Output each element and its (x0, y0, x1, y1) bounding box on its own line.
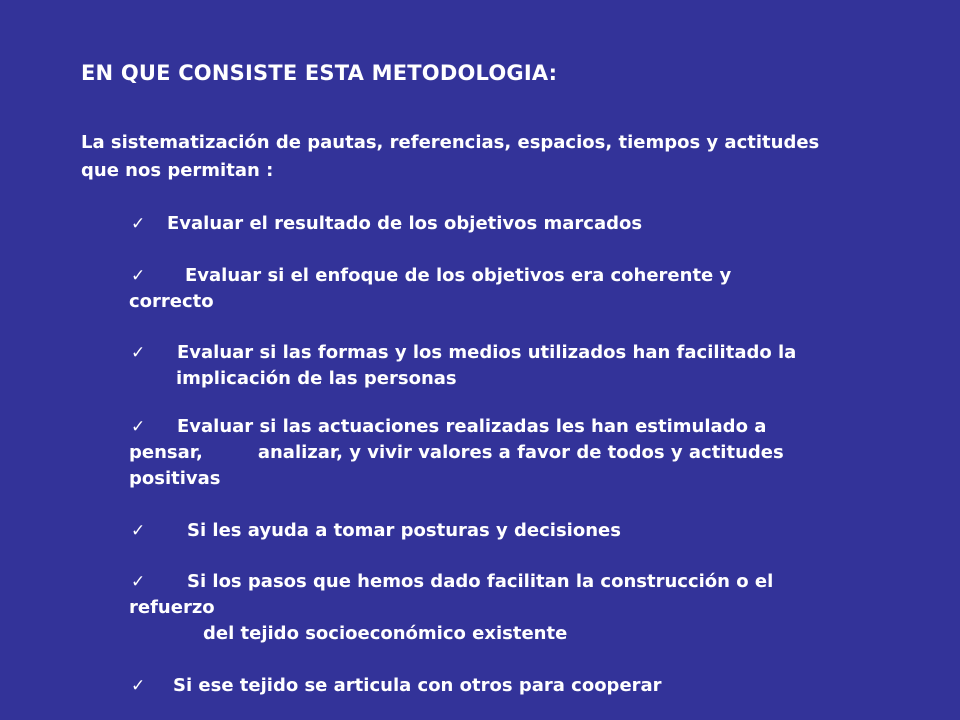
check-icon: ✓ (131, 572, 146, 592)
list-item-text: Evaluar si el enfoque de los objetivos era coherente y (185, 265, 732, 286)
list-item-text-continued: analizar, y vivir valores a favor de todos y actitudes (257, 442, 784, 463)
list-item-text-continued: del tejido socioeconómico existente (203, 623, 568, 644)
intro-text: La sistematización de pautas, referencias, espacios, tiempos y actitudes que nos permitan : (81, 132, 820, 181)
list-item-text-continued: pensar, (129, 442, 203, 463)
slide-title: EN QUE CONSISTE ESTA METODOLOGIA: (81, 61, 558, 85)
list-item-text: Evaluar el resultado de los objetivos marcados (167, 213, 643, 234)
list-item (131, 673, 911, 699)
check-icon: ✓ (131, 676, 146, 696)
list-item-text: Si ese tejido se articula con otros para cooperar (173, 675, 662, 696)
list-item-text: Evaluar si las formas y los medios utilizados han facilitado la (177, 342, 797, 363)
list-item-text-continued: refuerzo (129, 597, 215, 618)
list-item (131, 518, 911, 544)
check-icon: ✓ (131, 343, 146, 363)
list-item (131, 340, 911, 392)
list-item-text: Si les ayuda a tomar posturas y decisiones (187, 520, 621, 541)
check-icon: ✓ (131, 266, 146, 286)
list-item-text-continued: correcto (129, 291, 214, 312)
list-item (131, 414, 911, 492)
check-icon: ✓ (131, 214, 146, 234)
list-item (131, 211, 911, 237)
list-item-text: Si los pasos que hemos dado facilitan la construcción o el (187, 571, 774, 592)
list-item-text-continued: implicación de las personas (176, 368, 457, 389)
list-item (131, 569, 911, 647)
list-item-text-continued: positivas (129, 468, 221, 489)
check-icon: ✓ (131, 417, 146, 437)
check-icon: ✓ (131, 521, 146, 541)
list-item (131, 263, 911, 315)
list-item-text: Evaluar si las actuaciones realizadas les han estimulado a (177, 416, 767, 437)
